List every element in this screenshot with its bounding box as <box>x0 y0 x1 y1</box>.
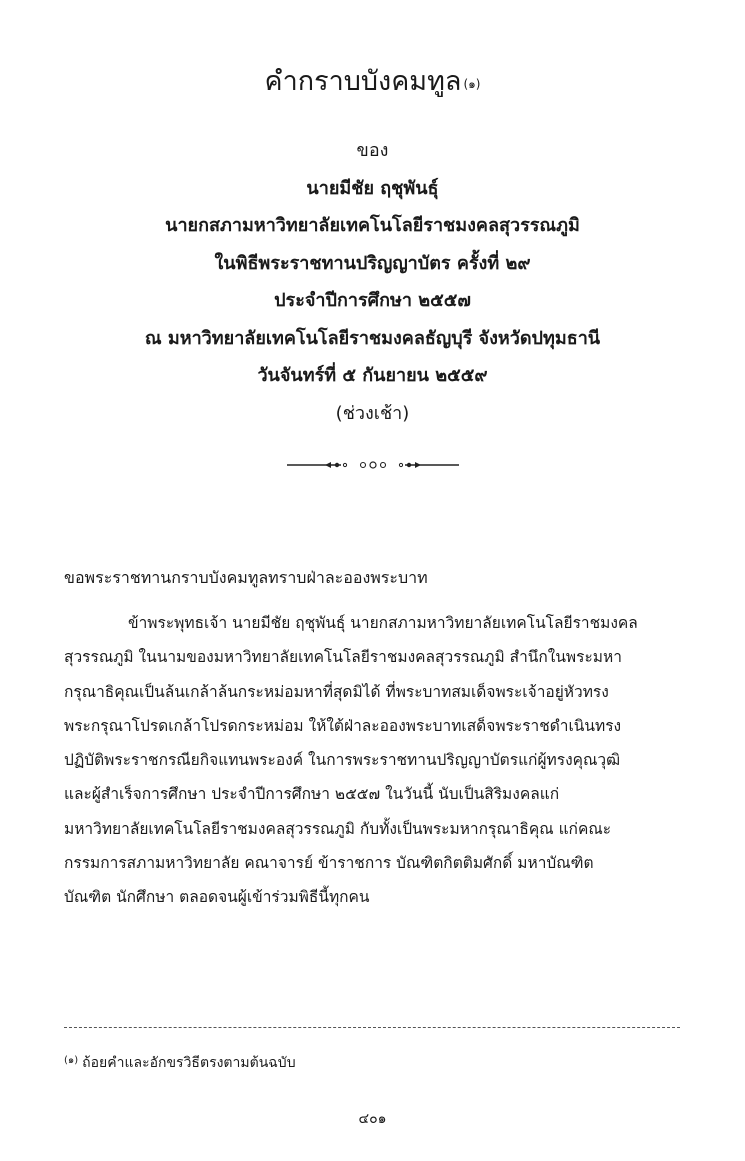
title-footnote-marker: (๑) <box>463 77 481 91</box>
heading-line-venue: ณ มหาวิทยาลัยเทคโนโลยีราชมงคลธัญบุรี จังหวัดปทุมธานี <box>144 327 601 349</box>
footnote-divider <box>64 1027 680 1028</box>
heading-line-of: ของ <box>356 140 389 161</box>
paragraph-line: สุวรรณภูมิ ในนามของมหาวิทยาลัยเทคโนโลยีราชมงคลสุวรรณภูมิ สำนึกในพระมหา <box>64 648 622 667</box>
paragraph-line: กรรมการสภามหาวิทยาลัย คณาจารย์ ข้าราชการ บัณฑิตกิตติมศักดิ์ มหาบัณฑิต <box>64 854 594 873</box>
heading-line-academic-year: ประจำปีการศึกษา ๒๕๕๗ <box>274 290 471 311</box>
body-paragraph <box>64 606 680 915</box>
paragraph-line: กรุณาธิคุณเป็นล้นเกล้าล้นกระหม่อมหาที่สุดมิได้ ที่พระบาทสมเด็จพระเจ้าอยู่หัวทรง <box>64 682 609 701</box>
address-heading <box>0 132 745 432</box>
paragraph-line: บัณฑิต นักศึกษา ตลอดจนผู้เข้าร่วมพิธีนี้ทุกคน <box>64 888 370 907</box>
heading-line-speaker-position: นายกสภามหาวิทยาลัยเทคโนโลยีราชมงคลสุวรรณภูมิ <box>165 215 580 236</box>
paragraph-line: มหาวิทยาลัยเทคโนโลยีราชมงคลสุวรรณภูมิ กับทั้งเป็นพระมหากรุณาธิคุณ แก่คณะ <box>64 819 612 838</box>
title-text: คำกราบบังคมทูล <box>264 66 462 97</box>
heading-line-session: (ช่วงเช้า) <box>335 402 410 424</box>
footnote-marker: (๑) <box>64 1055 79 1066</box>
decorative-divider-icon <box>285 454 461 476</box>
paragraph-line: และผู้สำเร็จการศึกษา ประจำปีการศึกษา ๒๕๕๗ ในวันนี้ นับเป็นสิริมงคลแก่ <box>64 785 560 804</box>
page-title <box>0 64 745 100</box>
footnote <box>64 1052 684 1074</box>
paragraph-line: ปฏิบัติพระราชกรณียกิจแทนพระองค์ ในการพระราชทานปริญญาบัตรแก่ผู้ทรงคุณวุฒิ <box>64 751 621 770</box>
heading-line-speaker-name: นายมีชัย ฤชุพันธุ์ <box>306 177 439 199</box>
salutation: ขอพระราชทานกราบบังคมทูลทราบฝ่าละอองพระบาท <box>64 568 428 587</box>
paragraph-line: พระกรุณาโปรดเกล้าโปรดกระหม่อม ให้ใต้ฝ่าละอองพระบาทเสด็จพระราชดำเนินทรง <box>64 716 622 735</box>
paragraph-line: ข้าพระพุทธเจ้า นายมีชัย ฤชุพันธุ์ นายกสภามหาวิทยาลัยเทคโนโลยีราชมงคล <box>128 614 638 632</box>
footnote-text: ถ้อยคำและอักขรวิธีตรงตามต้นฉบับ <box>82 1055 296 1071</box>
page-number: ๔๐๑ <box>358 1111 387 1127</box>
heading-line-ceremony: ในพิธีพระราชทานปริญญาบัตร ครั้งที่ ๒๙ <box>214 252 531 274</box>
heading-line-date: วันจันทร์ที่ ๕ กันยายน ๒๕๕๙ <box>257 365 488 386</box>
